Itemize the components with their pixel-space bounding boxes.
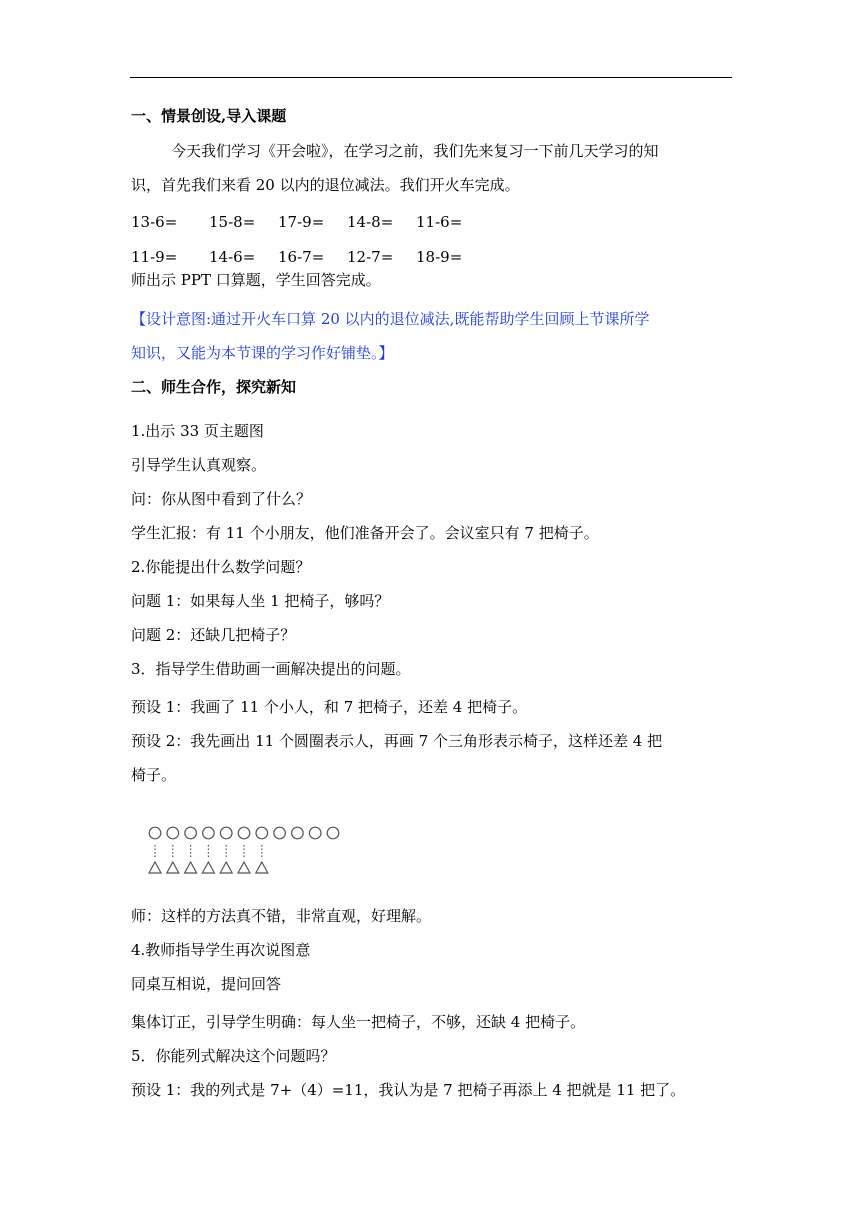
triangle-icon: [202, 862, 214, 873]
triangle-icon: [256, 862, 268, 873]
intro-line-2: 识，首先我们来看 20 以内的退位减法。我们开火车完成。: [131, 176, 520, 194]
intro-line-1: 今天我们学习《开会啦》，在学习之前，我们先来复习一下前几天学习的知: [171, 142, 659, 160]
equation: 14-8=: [347, 213, 394, 231]
equation: 12-7=: [347, 248, 394, 266]
circles-row: [149, 827, 339, 839]
circle-icon: [167, 827, 179, 839]
step-line: 5．你能列式解决这个问题吗？: [131, 1047, 336, 1065]
design-intent-line-2: 知识，又能为本节课的学习作好铺垫。】: [131, 344, 394, 362]
step-line: 问题 1：如果每人坐 1 把椅子，够吗？: [131, 592, 390, 610]
triangles-row: [149, 862, 268, 873]
step-line: 预设 1：我画了 11 个小人，和 7 把椅子，还差 4 把椅子。: [131, 698, 528, 716]
circle-icon: [292, 827, 304, 839]
circle-icon: [203, 827, 215, 839]
step-line: 师：这样的方法真不错，非常直观，好理解。: [131, 907, 432, 925]
circle-icon: [185, 827, 197, 839]
equation: 11-6=: [416, 213, 463, 231]
triangle-icon: [149, 862, 161, 873]
step-line: 预设 1：我的列式是 7+（4）=11，我认为是 7 把椅子再添上 4 把就是 11 把了。: [131, 1081, 686, 1099]
equation: 13-6=: [131, 213, 178, 231]
step-line: 集体订正，引导学生明确：每人坐一把椅子，不够，还缺 4 把椅子。: [131, 1013, 586, 1031]
section1-heading: 一、情景创设,导入课题: [131, 107, 287, 125]
section2-heading: 二、师生合作，探究新知: [131, 378, 297, 396]
step-line: 3．指导学生借助画一画解决提出的问题。: [131, 660, 411, 678]
equation: 15-8=: [209, 213, 256, 231]
equation: 16-7=: [278, 248, 325, 266]
equation: 14-6=: [209, 248, 256, 266]
circle-icon: [327, 827, 339, 839]
step-line: 1.出示 33 页主题图: [131, 422, 264, 440]
equation: 18-9=: [416, 248, 463, 266]
equation-row-1: [131, 212, 462, 232]
equation: 11-9=: [131, 248, 178, 266]
circle-icon: [238, 827, 250, 839]
triangle-icon: [185, 862, 197, 873]
step-line: 学生汇报：有 11 个小朋友，他们准备开会了。会议室只有 7 把椅子。: [131, 524, 599, 542]
triangle-icon: [220, 862, 232, 873]
design-intent-line-1: 【设计意图:通过开火车口算 20 以内的退位减法,既能帮助学生回顾上节课所学: [131, 310, 650, 328]
header-rule: [130, 77, 732, 78]
circle-icon: [220, 827, 232, 839]
circle-icon: [149, 827, 161, 839]
step-line: 4.教师指导学生再次说图意: [131, 941, 311, 959]
step-line: 椅子。: [131, 766, 177, 784]
step-line: 预设 2：我先画出 11 个圆圈表示人，再画 7 个三角形表示椅子，这样还差 4 把: [131, 732, 663, 750]
circle-icon: [274, 827, 286, 839]
equation: 17-9=: [278, 213, 325, 231]
ppt-note: 师出示 PPT 口算题，学生回答完成。: [131, 271, 381, 289]
dotted-links: [155, 845, 262, 857]
circles-triangles-figure: [146, 824, 356, 880]
step-line: 引导学生认真观察。: [131, 456, 267, 474]
step-line: 问题 2：还缺几把椅子？: [131, 626, 296, 644]
step-line: 2.你能提出什么数学问题？: [131, 558, 311, 576]
step-line: 问：你从图中看到了什么？: [131, 490, 312, 508]
step-line: 同桌互相说，提问回答: [131, 975, 282, 993]
equation-row-2: [131, 247, 462, 267]
circle-icon: [309, 827, 321, 839]
triangle-icon: [238, 862, 250, 873]
circle-icon: [256, 827, 268, 839]
triangle-icon: [167, 862, 179, 873]
